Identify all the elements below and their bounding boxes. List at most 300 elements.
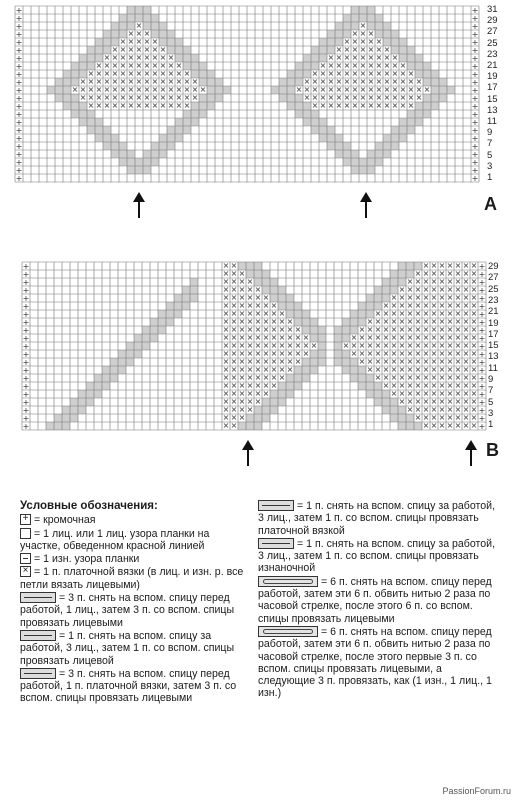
garter-cell: ×: [254, 397, 262, 406]
garter-cell: ×: [367, 101, 375, 110]
selvage-cell: +: [471, 134, 479, 143]
cable-cell: [63, 70, 71, 78]
garter-cell: ×: [159, 53, 167, 62]
garter-cell: ×: [414, 365, 422, 374]
row-number: 11: [487, 116, 497, 127]
cable-cell: [199, 62, 207, 70]
garter-cell: ×: [407, 85, 415, 94]
garter-cell: ×: [222, 381, 230, 390]
garter-cell: ×: [438, 421, 446, 430]
garter-cell: ×: [143, 85, 151, 94]
cable-cell: [111, 142, 119, 150]
cable-cell: [423, 70, 431, 78]
garter-cell: ×: [159, 93, 167, 102]
cable-cell: [246, 414, 254, 422]
garter-cell: ×: [230, 325, 238, 334]
garter-cell: ×: [238, 277, 246, 286]
garter-cell: ×: [222, 277, 230, 286]
garter-cell: ×: [438, 317, 446, 326]
garter-cell: ×: [390, 309, 398, 318]
garter-cell: ×: [446, 381, 454, 390]
garter-cell: ×: [454, 421, 462, 430]
garter-cell: ×: [254, 333, 262, 342]
garter-cell: ×: [151, 93, 159, 102]
cable-cell: [215, 78, 223, 86]
garter-cell: ×: [222, 349, 230, 358]
cable-cell: [134, 350, 142, 358]
garter-cell: ×: [374, 357, 382, 366]
cable-cell: [270, 398, 278, 406]
garter-cell: ×: [238, 285, 246, 294]
cable-cell: [62, 406, 70, 414]
garter-cell: ×: [135, 85, 143, 94]
cable-cell: [390, 270, 398, 278]
cable-cell: [110, 366, 118, 374]
garter-cell: ×: [278, 349, 286, 358]
cable-cell: [310, 358, 318, 366]
cable-cell: [310, 318, 318, 326]
garter-cell: ×: [415, 93, 423, 102]
garter-cell: ×: [454, 405, 462, 414]
garter-cell: ×: [399, 93, 407, 102]
cable-cell: [383, 142, 391, 150]
garter-cell: ×: [183, 93, 191, 102]
garter-cell: ×: [262, 357, 270, 366]
cable-cell: [334, 350, 342, 358]
selvage-cell: +: [478, 382, 486, 391]
garter-cell: ×: [327, 85, 335, 94]
garter-cell: ×: [382, 325, 390, 334]
cable-cell: [351, 150, 359, 158]
cable-cell: [431, 102, 439, 110]
cable-cell: [78, 398, 86, 406]
selvage-cell: +: [471, 174, 479, 183]
cable-cell: [294, 382, 302, 390]
garter-cell: ×: [390, 333, 398, 342]
garter-cell: ×: [135, 53, 143, 62]
cable-cell: [302, 318, 310, 326]
garter-cell: ×: [414, 357, 422, 366]
garter-cell: ×: [278, 333, 286, 342]
cable-back-garter-icon: [258, 500, 294, 511]
cable-cell: [167, 142, 175, 150]
cable-cell: [374, 286, 382, 294]
garter-cell: ×: [87, 77, 95, 86]
garter-cell: ×: [446, 333, 454, 342]
cable-cell: [103, 30, 111, 38]
garter-cell: ×: [430, 349, 438, 358]
garter-cell: ×: [414, 333, 422, 342]
garter-cell: ×: [446, 277, 454, 286]
garter-cell: ×: [311, 77, 319, 86]
garter-cell: ×: [111, 77, 119, 86]
garter-cell: ×: [143, 93, 151, 102]
garter-cell: ×: [406, 397, 414, 406]
garter-cell: ×: [127, 29, 135, 38]
garter-cell: ×: [175, 101, 183, 110]
cable-cell: [262, 406, 270, 414]
garter-cell: ×: [390, 349, 398, 358]
garter-cell: ×: [103, 61, 111, 70]
garter-cell: ×: [246, 309, 254, 318]
garter-cell: ×: [111, 101, 119, 110]
garter-cell: ×: [430, 365, 438, 374]
cable-cell: [302, 374, 310, 382]
garter-cell: ×: [454, 269, 462, 278]
garter-cell: ×: [103, 85, 111, 94]
garter-cell: ×: [358, 349, 366, 358]
garter-cell: ×: [374, 309, 382, 318]
selvage-cell: +: [478, 302, 486, 311]
garter-cell: ×: [262, 309, 270, 318]
cable-cell: [62, 414, 70, 422]
garter-cell: ×: [335, 77, 343, 86]
garter-cell: ×: [422, 397, 430, 406]
cable-cell: [63, 78, 71, 86]
cable-cell: [143, 14, 151, 22]
garter-cell: ×: [246, 325, 254, 334]
garter-cell: ×: [327, 101, 335, 110]
cable-cell: [127, 166, 135, 174]
selvage-cell: +: [478, 318, 486, 327]
garter-cell: ×: [183, 69, 191, 78]
cable-cell: [86, 390, 94, 398]
garter-cell: ×: [111, 45, 119, 54]
row-number: 15: [488, 340, 499, 352]
cable-cell: [310, 326, 318, 334]
cable-cell: [254, 406, 262, 414]
selvage-cell: +: [478, 414, 486, 423]
selvage-cell: +: [471, 14, 479, 23]
cable-cell: [94, 390, 102, 398]
cable-cell: [215, 94, 223, 102]
garter-cell: ×: [143, 101, 151, 110]
garter-cell: ×: [382, 365, 390, 374]
garter-cell: ×: [222, 269, 230, 278]
garter-cell: ×: [382, 301, 390, 310]
garter-cell: ×: [438, 285, 446, 294]
selvage-cell: +: [471, 78, 479, 87]
garter-cell: ×: [422, 285, 430, 294]
selvage-cell: +: [478, 270, 486, 279]
garter-cell: ×: [222, 301, 230, 310]
cable-cell: [135, 166, 143, 174]
garter-cell: ×: [183, 85, 191, 94]
garter-cell: ×: [367, 93, 375, 102]
cable-cell: [390, 398, 398, 406]
cable-cell: [174, 294, 182, 302]
garter-cell: ×: [383, 53, 391, 62]
garter-cell: ×: [95, 101, 103, 110]
garter-cell: ×: [422, 365, 430, 374]
garter-cell: ×: [438, 341, 446, 350]
garter-cell: ×: [430, 309, 438, 318]
garter-cell: ×: [390, 389, 398, 398]
garter-cell: ×: [414, 397, 422, 406]
garter-cell: ×: [470, 325, 478, 334]
selvage-cell: +: [15, 150, 23, 159]
cable-cell: [207, 86, 215, 94]
chart-a: [15, 6, 480, 186]
cable-cell: [327, 134, 335, 142]
row-number: 19: [488, 317, 499, 329]
cable-cell: [351, 158, 359, 166]
cable-cell: [207, 70, 215, 78]
garter-cell: ×: [302, 349, 310, 358]
cable-cell: [407, 118, 415, 126]
garter-cell: ×: [422, 269, 430, 278]
cable-cell: [223, 86, 231, 94]
garter-cell: ×: [438, 381, 446, 390]
garter-cell: ×: [462, 293, 470, 302]
garter-cell: ×: [470, 405, 478, 414]
cable-cell: [103, 38, 111, 46]
selvage-cell: +: [471, 38, 479, 47]
selvage-cell: +: [15, 174, 23, 183]
garter-cell: ×: [446, 421, 454, 430]
selvage-cell: +: [478, 422, 486, 431]
cable-cell: [367, 166, 375, 174]
garter-cell: ×: [246, 285, 254, 294]
cable-cell: [399, 126, 407, 134]
garter-cell: ×: [454, 285, 462, 294]
garter-cell: ×: [175, 77, 183, 86]
cable-cell: [359, 6, 367, 14]
garter-cell: ×: [446, 373, 454, 382]
garter-cell: ×: [414, 309, 422, 318]
garter-cell: ×: [382, 333, 390, 342]
garter-cell: ×: [422, 293, 430, 302]
cable-cell: [335, 22, 343, 30]
garter-cell: ×: [167, 77, 175, 86]
garter-cell: ×: [406, 341, 414, 350]
cable-cell: [391, 38, 399, 46]
garter-cell: ×: [175, 85, 183, 94]
row-number: 19: [487, 71, 498, 83]
garter-cell: ×: [270, 341, 278, 350]
garter-cell: ×: [87, 93, 95, 102]
garter-cell: ×: [422, 325, 430, 334]
garter-cell: ×: [446, 365, 454, 374]
cable-cell: [95, 38, 103, 46]
garter-cell: ×: [319, 77, 327, 86]
selvage-cell: +: [478, 278, 486, 287]
selvage-cell: +: [478, 366, 486, 375]
garter-cell: ×: [103, 53, 111, 62]
cable-cell: [87, 118, 95, 126]
garter-cell: ×: [222, 285, 230, 294]
garter-cell: ×: [230, 269, 238, 278]
cable-back-purl-icon: [258, 538, 294, 549]
garter-cell: ×: [246, 333, 254, 342]
cable-cell: [167, 126, 175, 134]
cable-cell: [143, 6, 151, 14]
selvage-cell: +: [15, 54, 23, 63]
garter-cell: ×: [375, 69, 383, 78]
legend-item: = 6 п. снять на вспом. спицу перед работой, затем эти 6 п. обвить нитью 2 раза по часовой стрелке, после этого 6 п. со вспом. спицы провязать лицевыми: [258, 575, 492, 625]
garter-cell: ×: [230, 421, 238, 430]
cable-cell: [118, 358, 126, 366]
garter-cell: ×: [79, 77, 87, 86]
cable-cell: [134, 334, 142, 342]
cable-cell: [207, 78, 215, 86]
garter-cell: ×: [414, 341, 422, 350]
garter-cell: ×: [398, 333, 406, 342]
garter-cell: ×: [87, 69, 95, 78]
cable-cell: [375, 14, 383, 22]
garter-cell: ×: [462, 357, 470, 366]
garter-cell: ×: [382, 373, 390, 382]
row-number: 1: [488, 419, 494, 431]
garter-cell: ×: [446, 317, 454, 326]
garter-cell: ×: [366, 349, 374, 358]
selvage-cell: +: [15, 6, 23, 15]
garter-cell: ×: [262, 325, 270, 334]
garter-cell: ×: [246, 357, 254, 366]
garter-cell: ×: [390, 357, 398, 366]
garter-cell: ×: [294, 341, 302, 350]
garter-cell: ×: [414, 277, 422, 286]
selvage-cell: +: [15, 110, 23, 119]
legend-item: += кромочная: [20, 514, 245, 526]
garter-cell: ×: [230, 365, 238, 374]
garter-cell: ×: [335, 85, 343, 94]
garter-cell: ×: [119, 37, 127, 46]
garter-cell: ×: [462, 309, 470, 318]
selvage-cell: +: [478, 342, 486, 351]
garter-cell: ×: [438, 293, 446, 302]
garter-cell: ×: [422, 317, 430, 326]
cable-cell: [215, 86, 223, 94]
garter-cell: ×: [383, 61, 391, 70]
garter-cell: ×: [398, 293, 406, 302]
garter-cell: ×: [446, 397, 454, 406]
garter-cell: ×: [103, 93, 111, 102]
garter-cell: ×: [127, 101, 135, 110]
garter-cell: ×: [414, 285, 422, 294]
cable-cell: [158, 318, 166, 326]
cable-cell: [55, 94, 63, 102]
cable-cell: [175, 118, 183, 126]
selvage-cell: +: [22, 390, 30, 399]
garter-cell: ×: [383, 93, 391, 102]
cable-cell: [318, 350, 326, 358]
garter-cell: ×: [254, 341, 262, 350]
garter-cell: ×: [414, 381, 422, 390]
cable-cell: [278, 382, 286, 390]
garter-cell: ×: [462, 341, 470, 350]
cable-cell: [327, 38, 335, 46]
cable-cell: [391, 30, 399, 38]
cable-cell: [342, 318, 350, 326]
garter-cell: ×: [127, 93, 135, 102]
garter-cell: ×: [422, 357, 430, 366]
garter-cell: ×: [343, 93, 351, 102]
cable-cell: [318, 358, 326, 366]
selvage-cell: +: [22, 262, 30, 271]
garter-cell: ×: [246, 373, 254, 382]
garter-cell: ×: [238, 389, 246, 398]
cable-cell: [158, 310, 166, 318]
garter-cell: ×: [119, 93, 127, 102]
garter-cell: ×: [470, 373, 478, 382]
garter-cell: ×: [375, 61, 383, 70]
garter-cell: ×: [230, 277, 238, 286]
garter-cell: ×: [238, 325, 246, 334]
garter-cell: ×: [406, 301, 414, 310]
garter-cell: ×: [183, 77, 191, 86]
row-number: 25: [487, 37, 498, 49]
garter-cell: ×: [367, 77, 375, 86]
cable-cell: [334, 358, 342, 366]
garter-cell: ×: [374, 341, 382, 350]
garter-cell: ×: [191, 93, 199, 102]
cable-cell: [199, 102, 207, 110]
garter-cell: ×: [470, 349, 478, 358]
garter-cell: ×: [470, 397, 478, 406]
garter-cell: ×: [423, 85, 431, 94]
cable-cell: [183, 54, 191, 62]
cable-cell: [334, 326, 342, 334]
cable-cell: [118, 350, 126, 358]
row-number: 23: [488, 294, 499, 306]
garter-cell: ×: [103, 77, 111, 86]
garter-cell: ×: [119, 77, 127, 86]
selvage-cell: +: [22, 286, 30, 295]
cable-cell: [174, 302, 182, 310]
garter-cell: ×: [430, 261, 438, 270]
cable-cell: [367, 158, 375, 166]
garter-cell: ×: [246, 349, 254, 358]
cable-cell: [287, 94, 295, 102]
garter-cell: ×: [359, 37, 367, 46]
cable-cell: [294, 302, 302, 310]
garter-cell: ×: [454, 381, 462, 390]
cable-cell: [190, 278, 198, 286]
garter-cell: ×: [95, 69, 103, 78]
garter-cell: ×: [398, 317, 406, 326]
row-number: 29: [488, 261, 499, 272]
cable-cell: [423, 102, 431, 110]
row-number: 31: [487, 4, 498, 15]
garter-cell: ×: [359, 29, 367, 38]
garter-cell: ×: [398, 373, 406, 382]
row-number: 1: [487, 172, 493, 183]
cable-cell: [327, 30, 335, 38]
cable-cell: [319, 134, 327, 142]
garter-cell: ×: [135, 69, 143, 78]
cable-cell: [126, 350, 134, 358]
cable-cell: [103, 126, 111, 134]
cable-cell: [167, 134, 175, 142]
cable-cell: [399, 134, 407, 142]
garter-cell: ×: [222, 405, 230, 414]
cable-cell: [350, 374, 358, 382]
cable-cell: [327, 126, 335, 134]
selvage-cell: +: [22, 270, 30, 279]
cable-cell: [175, 134, 183, 142]
cable-cell: [127, 14, 135, 22]
garter-cell: ×: [270, 325, 278, 334]
garter-cell: ×: [350, 349, 358, 358]
selvage-cell: +: [15, 30, 23, 39]
cable-cell: [415, 54, 423, 62]
garter-cell: ×: [470, 269, 478, 278]
garter-cell: ×: [422, 261, 430, 270]
garter-cell: ×: [230, 405, 238, 414]
garter-cell: ×: [79, 85, 87, 94]
selvage-cell: +: [471, 54, 479, 63]
